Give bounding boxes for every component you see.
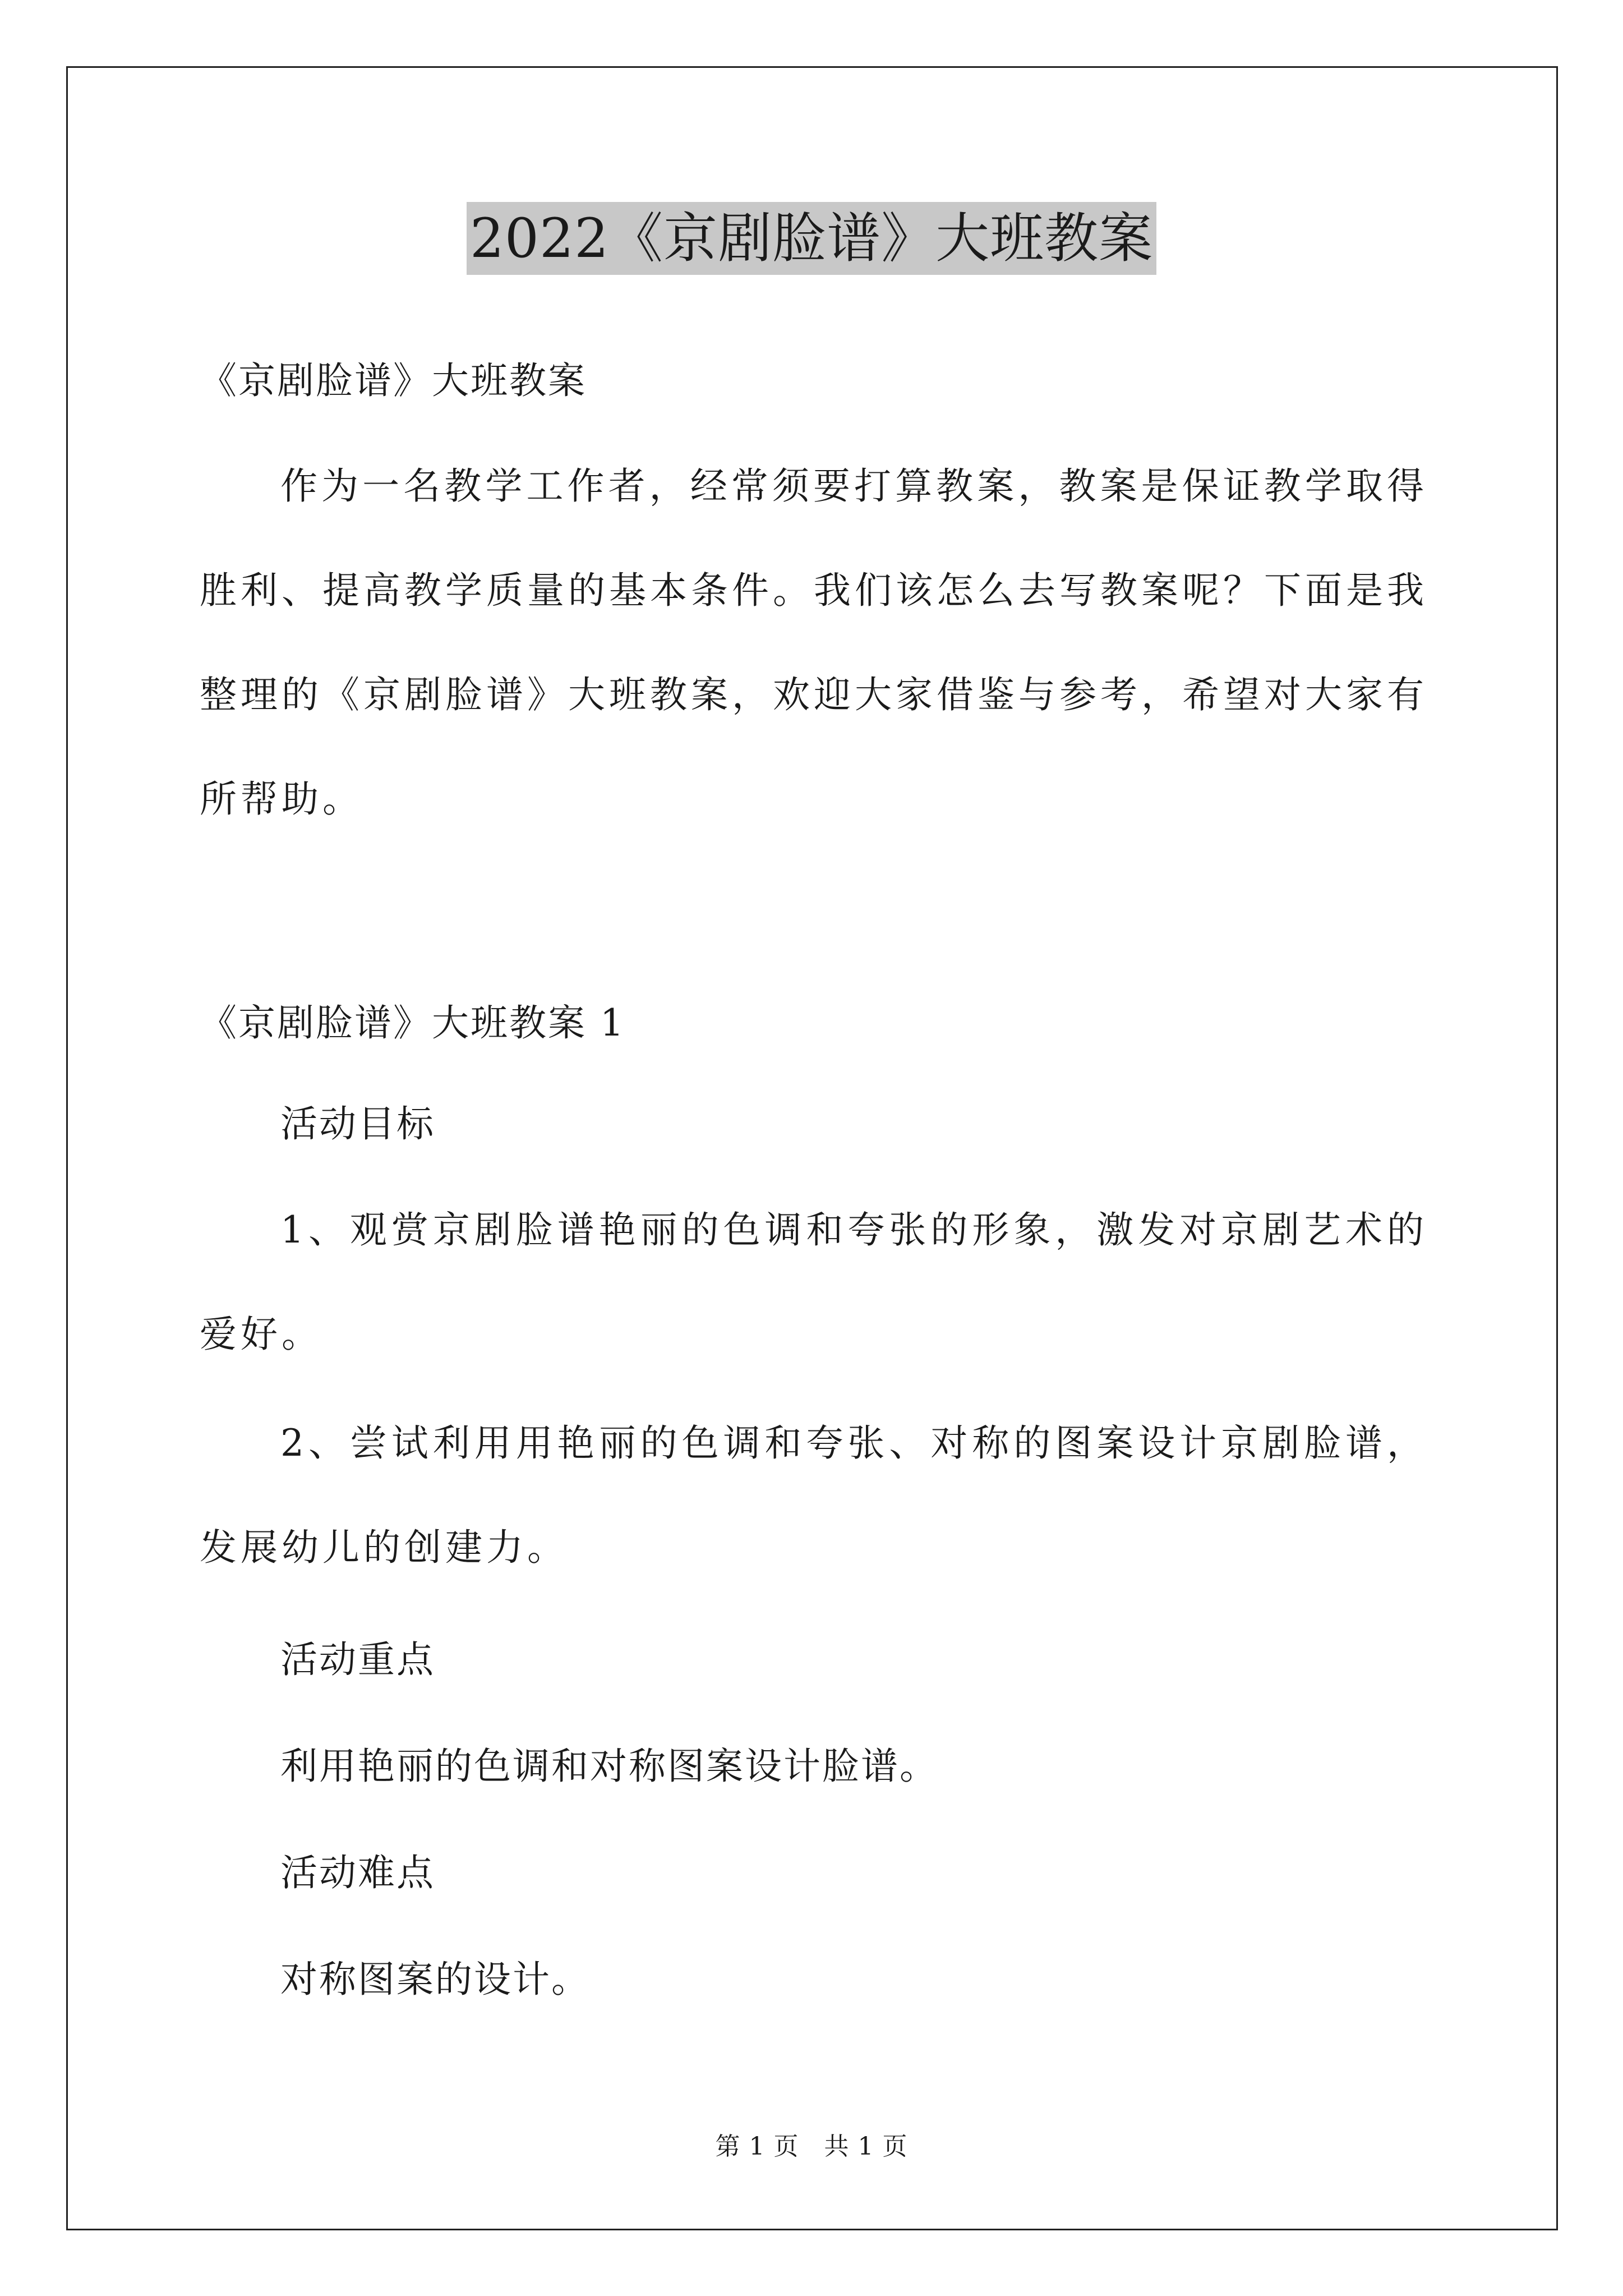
difficulty-heading: 活动难点 (280, 1851, 435, 1894)
document-title: 2022《京剧脸谱》大班教案 (467, 202, 1156, 275)
focus-text: 利用艳丽的色调和对称图案设计脸谱。 (280, 1745, 938, 1788)
difficulty-text: 对称图案的设计。 (280, 1958, 590, 2001)
goal-item-1: 1、观赏京剧脸谱艳丽的色调和夸张的形象，激发对京剧艺术的爱好。 (200, 1208, 1428, 1356)
intro-paragraph: 作为一名教学工作者，经常须要打算教案，教案是保证教学取得胜利、提高教学质量的基本条件。我们该怎么去写教案呢？下面是我整理的《京剧脸谱》大班教案，欢迎大家借鉴与参考，希望对大家有所帮助。 (200, 464, 1428, 821)
focus-heading: 活动重点 (280, 1638, 435, 1681)
section-heading: 《京剧脸谱》大班教案 1 (200, 1001, 625, 1045)
document-subtitle: 《京剧脸谱》大班教案 (200, 359, 587, 402)
page-footer: 第 1 页 共 1 页 (715, 2132, 908, 2161)
goal-heading: 活动目标 (280, 1102, 435, 1145)
title-container (0, 202, 1623, 275)
goal-item-2: 2、尝试利用用艳丽的色调和夸张、对称的图案设计京剧脸谱，发展幼儿的创建力。 (200, 1421, 1428, 1569)
